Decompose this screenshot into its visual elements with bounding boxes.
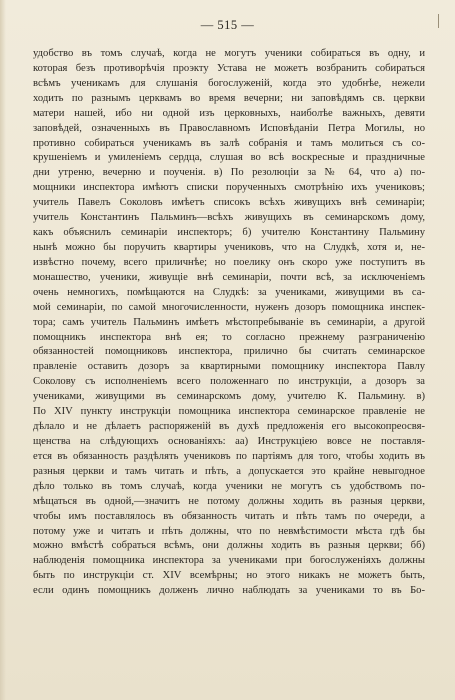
page-edge-shadow: [0, 0, 6, 700]
text-line: мощники инспектора имѣютъ списки порученныхъ смотрѣнію ихъ учениковъ;: [33, 182, 425, 194]
text-line: крушеніемъ и умиленіемъ сердца, слушая во всѣ воскресные и праздничные: [33, 152, 425, 164]
text-line: ется въ обязанность раздѣлять учениковъ по партіямъ для того, чтобы ходить въ: [33, 450, 425, 462]
text-line: очень немногихъ, помѣщаются на Слудкѣ: за учениками, живущими въ са-: [33, 286, 425, 298]
text-line: мѣщаться въ одной,—значитъ не потому должны ходить въ разныя церкви,: [33, 495, 425, 507]
text-line: матери нашей, ибо ни одной изъ церковныхъ, наиболѣе важныхъ, девяти: [33, 107, 425, 119]
text-line: обязанностей помощниковъ инспектора, прилично бы считать семинарское: [33, 346, 425, 358]
text-line: всѣмъ ученикамъ для слушанія богослуженій, когда это удобнѣе, нежели: [33, 77, 425, 89]
text-line: дѣло только въ томъ случаѣ, когда ученики не могутъ съ удобствомъ по-: [33, 480, 425, 492]
text-line: противно собираться ученикамъ въ залѣ собранія и тамъ молиться съ со-: [33, 137, 425, 149]
text-line: какъ объяснилъ семинаріи инспекторъ; б) учителю Константину Пальмину: [33, 227, 425, 239]
text-line: чтобы имъ поставлялось въ обязанность читать и пѣть тамъ по очереди, а: [33, 510, 425, 522]
text-line: которая безъ противорѣчія проэкту Устава не можетъ возбранить собираться: [33, 62, 425, 74]
text-line: наблюденія помощника инспектора за учениками при богослуженіяхъ должны: [33, 555, 425, 567]
text-line: тора; самъ учитель Пальминъ имѣетъ мѣстопребываніе въ семинаріи, а другой: [33, 316, 425, 328]
text-line: нынѣ можно бы поручить квартиры учениковъ, что на Слудкѣ, хотя и, не-: [33, 241, 425, 253]
text-line: можно вмѣстѣ собраться всѣмъ, они должны ходить въ разныя церкви; бб): [33, 540, 425, 552]
text-line: дни утреню, вечерню и поученія. в) По резолюціи за № 64, что а) по-: [33, 167, 425, 179]
text-line: учитель Константинъ Пальминъ—всѣхъ живущихъ въ семинарскомъ дому,: [33, 212, 425, 224]
body-text: [33, 47, 425, 599]
text-line: заповѣдей, означенныхъ въ Православномъ Исповѣданіи Петра Могилы, но: [33, 122, 425, 134]
text-line: разныя церкви и тамъ читать и пѣть, а допускается это крайне невыгодное: [33, 465, 425, 477]
text-line: потому уже и читать и пѣть должны, что по невмѣстимости мѣста гдѣ бы: [33, 525, 425, 537]
text-line: мой семинаріи, по самой многочисленности, нуженъ дозоръ помощника инспек-: [33, 301, 425, 313]
text-line: удобство въ томъ случаѣ, когда не могутъ ученики собираться въ одну, и: [33, 48, 425, 59]
text-line: дѣлало и не дѣлаетъ распоряженій въ духѣ предложенія его высокопреосвя-: [33, 421, 425, 433]
text-line: учениками, живущими въ семинарскомъ дому, учителю К. Пальмину. в): [33, 391, 425, 403]
text-line: если одинъ помощникъ долженъ лично наблюдать за учениками то въ Бо-: [33, 585, 425, 597]
text-line: правленіе оставить дозоръ за квартирными помощнику инспектора Павлу: [33, 361, 425, 373]
text-line: монашество, ученики, живущіе внѣ семинаріи, почти всѣ, за исключеніемъ: [33, 271, 425, 283]
text-line: помощникъ инспектора внѣ ея; то согласно прежнему разграниченію: [33, 331, 425, 343]
text-line: щенства на слѣдующихъ основаніяхъ: аа) Инструкціею вовсе не поставля-: [33, 435, 425, 447]
text-line: По XIV пункту инструкціи помощника инспектора семинарское правленіе не: [33, 406, 425, 418]
text-line: ходить по разнымъ церквамъ во время вечерни; ни заповѣдямъ св. церкви: [33, 92, 425, 104]
text-line: быть по инструкціи ст. XIV всемѣрны; но этого никакъ не можетъ быть,: [33, 570, 425, 582]
text-line: извѣстно почему, всего приличнѣе; но поелику онъ скоро уже поступитъ въ: [33, 256, 425, 268]
text-line: Соколову съ исполненіемъ всего положеннаго по инструкціи, а дозоръ за: [33, 376, 425, 388]
text-line: учитель Павелъ Соколовъ имѣетъ списокъ всѣхъ живущихъ внѣ семинаріи;: [33, 197, 425, 209]
page-number: — 515 —: [200, 18, 255, 32]
